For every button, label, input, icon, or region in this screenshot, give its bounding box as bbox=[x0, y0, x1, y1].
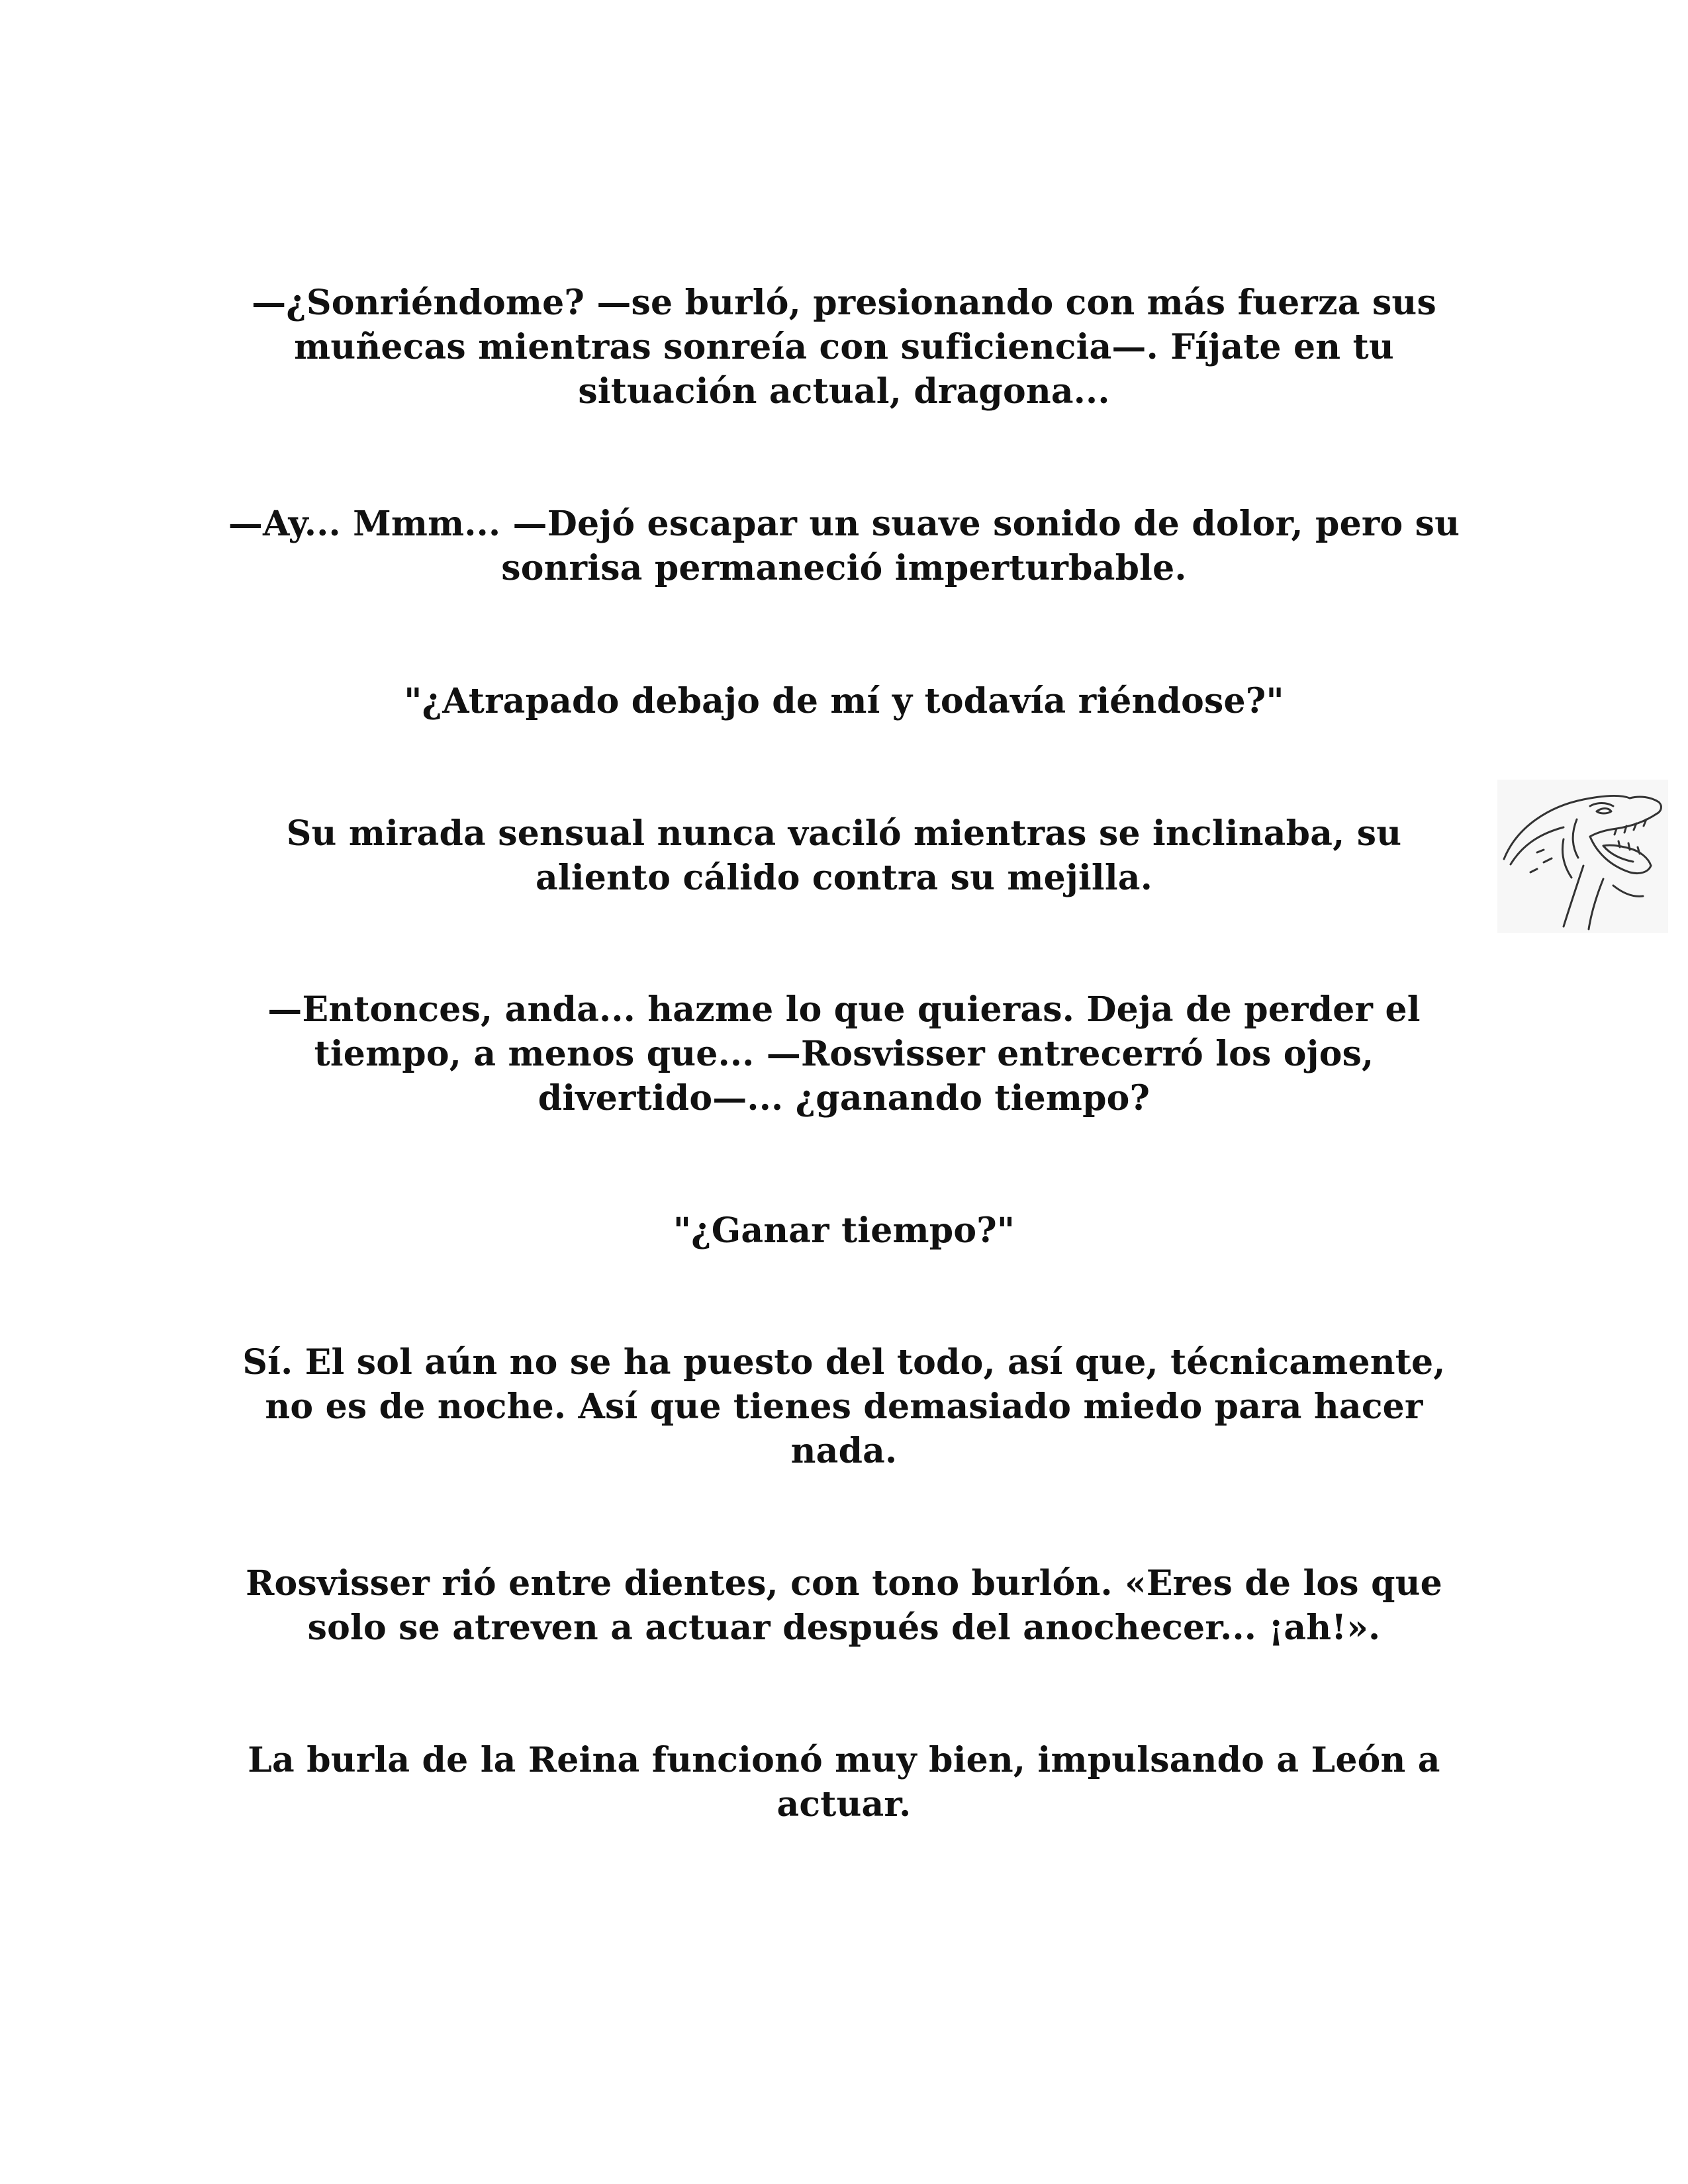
paragraph-6: "¿Ganar tiempo?" bbox=[673, 1210, 1015, 1251]
paragraph-9: La burla de la Reina funcionó muy bien, impulsando a León a actuar. bbox=[248, 1740, 1440, 1825]
paragraph-5: —Entonces, anda... hazme lo que quieras. Deja de perder el tiempo, a menos que... —Rosvisser entrecerró los ojos, divertido—... ¿ganando tiempo? bbox=[267, 989, 1421, 1118]
paragraph-4: Su mirada sensual nunca vaciló mientras se inclinaba, su aliento cálido contra su mejilla. bbox=[286, 813, 1402, 898]
dinosaur-head-sketch-icon bbox=[1497, 780, 1668, 933]
paragraph-7: Sí. El sol aún no se ha puesto del todo, así que, técnicamente, no es de noche. Así que tienes demasiado miedo para hacer nada. bbox=[242, 1342, 1446, 1471]
paragraph-8: Rosvisser rió entre dientes, con tono burlón. «Eres de los que solo se atreven a actuar después del anochecer... ¡ah!». bbox=[246, 1563, 1442, 1648]
paragraph-3: "¿Atrapado debajo de mí y todavía riéndose?" bbox=[404, 681, 1284, 721]
paragraph-2: —Ay... Mmm... —Dejó escapar un suave sonido de dolor, pero su sonrisa permaneció imperturbable. bbox=[228, 504, 1460, 588]
paragraph-1: —¿Sonriéndome? —se burló, presionando con más fuerza sus muñecas mientras sonreía con suficiencia—. Fíjate en tu situación actual, dragona... bbox=[252, 283, 1436, 412]
